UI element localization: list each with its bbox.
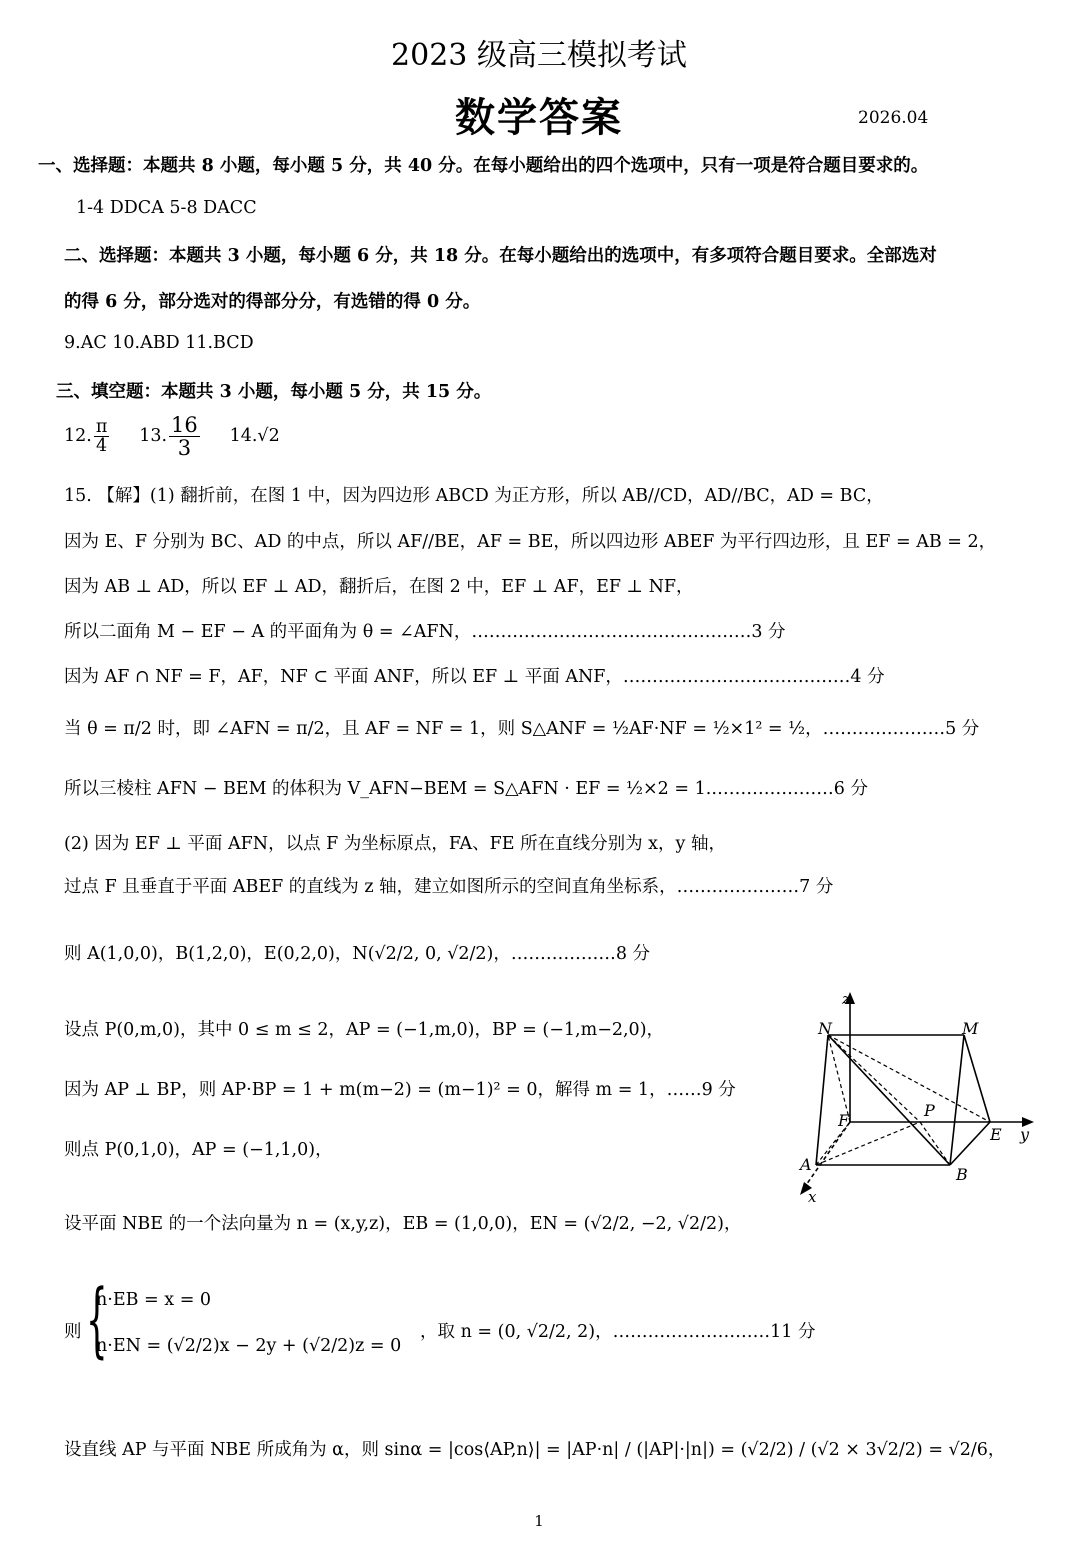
edge-NE	[828, 1035, 990, 1122]
q15-line2: 因为 E、F 分别为 BC、AD 的中点，所以 AF//BE，AF = BE，所以四边形 ABEF 为平行四边形，且 EF = AB = 2，	[64, 532, 997, 552]
edge-BE	[950, 1122, 990, 1165]
edge-NB	[828, 1035, 950, 1165]
q15-line6: 当 θ = π/2 时，即 ∠AFN = π/2，且 AF = NF = 1，则 S△ANF = ½AF·NF = ½×1² = ½，…………………5 分	[64, 719, 980, 739]
q15-line5: 因为 AF ∩ NF = F，AF，NF ⊂ 平面 ANF，所以 EF ⊥ 平面 ANF，…………………………………4 分	[64, 667, 885, 687]
answer-13-den: 3	[177, 436, 192, 461]
label-E: E	[990, 1125, 1002, 1144]
answer-13-num: 16	[171, 413, 198, 437]
exam-date: 2026.04	[858, 108, 929, 128]
edge-ME	[964, 1035, 990, 1122]
label-M: M	[962, 1019, 979, 1038]
q15-line9: 过点 F 且垂直于平面 ABEF 的直线为 z 轴，建立如图所示的空间直角坐标系，…………………7 分	[64, 877, 834, 897]
answer-12-den: 4	[96, 436, 108, 457]
q15-line13: 则点 P(0,1,0)，AP = (−1,1,0)，	[64, 1140, 333, 1160]
section3-answers	[64, 414, 280, 459]
section2-answers: 9.AC 10.ABD 11.BCD	[64, 333, 254, 353]
label-A: A	[800, 1155, 812, 1174]
label-P: P	[924, 1101, 935, 1120]
edge-MB	[950, 1035, 964, 1165]
label-x: x	[808, 1188, 817, 1205]
section3-heading: 三、填空题：本题共 3 小题，每小题 5 分，共 15 分。	[56, 382, 492, 402]
q15-system-eq2: n·EN = (√2/2)x − 2y + (√2/2)z = 0	[96, 1336, 402, 1356]
edge-FN	[828, 1035, 850, 1122]
q15-system-prefix: 则	[64, 1322, 82, 1342]
q15-line3: 因为 AB ⊥ AD，所以 EF ⊥ AD，翻折后，在图 2 中，EF ⊥ AF，EF ⊥ NF，	[64, 577, 694, 597]
section2-heading-line1: 二、选择题：本题共 3 小题，每小题 6 分，共 18 分。在每小题给出的选项中，有多项符合题目要求。全部选对	[64, 246, 937, 266]
label-B: B	[956, 1165, 968, 1184]
exam-title: 2023 级高三模拟考试	[391, 38, 687, 73]
q15-line7: 所以三棱柱 AFN − BEM 的体积为 V_AFN−BEM = S△AFN · EF = ½×2 = 1.…………………6 分	[64, 779, 868, 799]
q15-system-eq1: n·EB = x = 0	[96, 1290, 212, 1310]
edge-PB	[920, 1122, 950, 1165]
section1-answers: 1-4 DDCA 5-8 DACC	[76, 198, 257, 218]
label-N: N	[818, 1019, 832, 1038]
q15-line14: 设平面 NBE 的一个法向量为 n = (x,y,z)，EB = (1,0,0)，EN = (√2/2, −2, √2/2)，	[64, 1214, 742, 1234]
q15-line4: 所以二面角 M − EF − A 的平面角为 θ = ∠AFN，…………………………………………3 分	[64, 622, 786, 642]
q15-line10: 则 A(1,0,0)，B(1,2,0)，E(0,2,0)，N(√2/2, 0, √2/2)，………………8 分	[64, 944, 651, 964]
label-F: F	[838, 1111, 850, 1130]
answer-title: 数学答案	[455, 94, 623, 141]
section2-heading-line2: 的得 6 分，部分选对的得部分分，有选错的得 0 分。	[64, 292, 481, 312]
answer-14: 14.√2	[229, 426, 280, 447]
q15-line1: 15. 【解】(1) 翻折前，在图 1 中，因为四边形 ABCD 为正方形，所以 AB//CD，AD//BC，AD = BC，	[64, 486, 884, 506]
label-z: z	[842, 990, 850, 1008]
q15-line12: 因为 AP ⊥ BP，则 AP·BP = 1 + m(m−2) = (m−1)² = 0，解得 m = 1，……9 分	[64, 1080, 736, 1100]
edge-NP	[828, 1035, 920, 1122]
q15-line8: (2) 因为 EF ⊥ 平面 AFN，以点 F 为坐标原点，FA、FE 所在直线分别为 x，y 轴，	[64, 834, 726, 854]
answer-12-num: π	[95, 416, 108, 437]
q15-line16: 设直线 AP 与平面 NBE 所成角为 α，则 sinα = |cos⟨AP,n⟩| = |AP·n| / (|AP|·|n|) = (√2/2) / (√2 × 3√2/2) = √2/6，	[64, 1440, 1006, 1460]
system-brace: {	[86, 1272, 108, 1369]
label-y: y	[1020, 1125, 1030, 1144]
section1-heading: 一、选择题：本题共 8 小题，每小题 5 分，共 40 分。在每小题给出的四个选项中，只有一项是符合题目要求的。	[38, 156, 929, 176]
coordinate-figure	[790, 990, 1040, 1205]
edge-NA	[816, 1035, 828, 1165]
q15-line11: 设点 P(0,m,0)，其中 0 ≤ m ≤ 2，AP = (−1,m,0)，BP = (−1,m−2,0)，	[64, 1020, 665, 1040]
q15-system-result: ，取 n = (0, √2/2, 2)，………………………11 分	[420, 1322, 816, 1342]
edge-AP	[816, 1122, 920, 1165]
page-number: 1	[534, 1512, 544, 1530]
answer-13-label: 13.	[139, 426, 168, 447]
answer-12-label: 12.	[64, 426, 92, 447]
